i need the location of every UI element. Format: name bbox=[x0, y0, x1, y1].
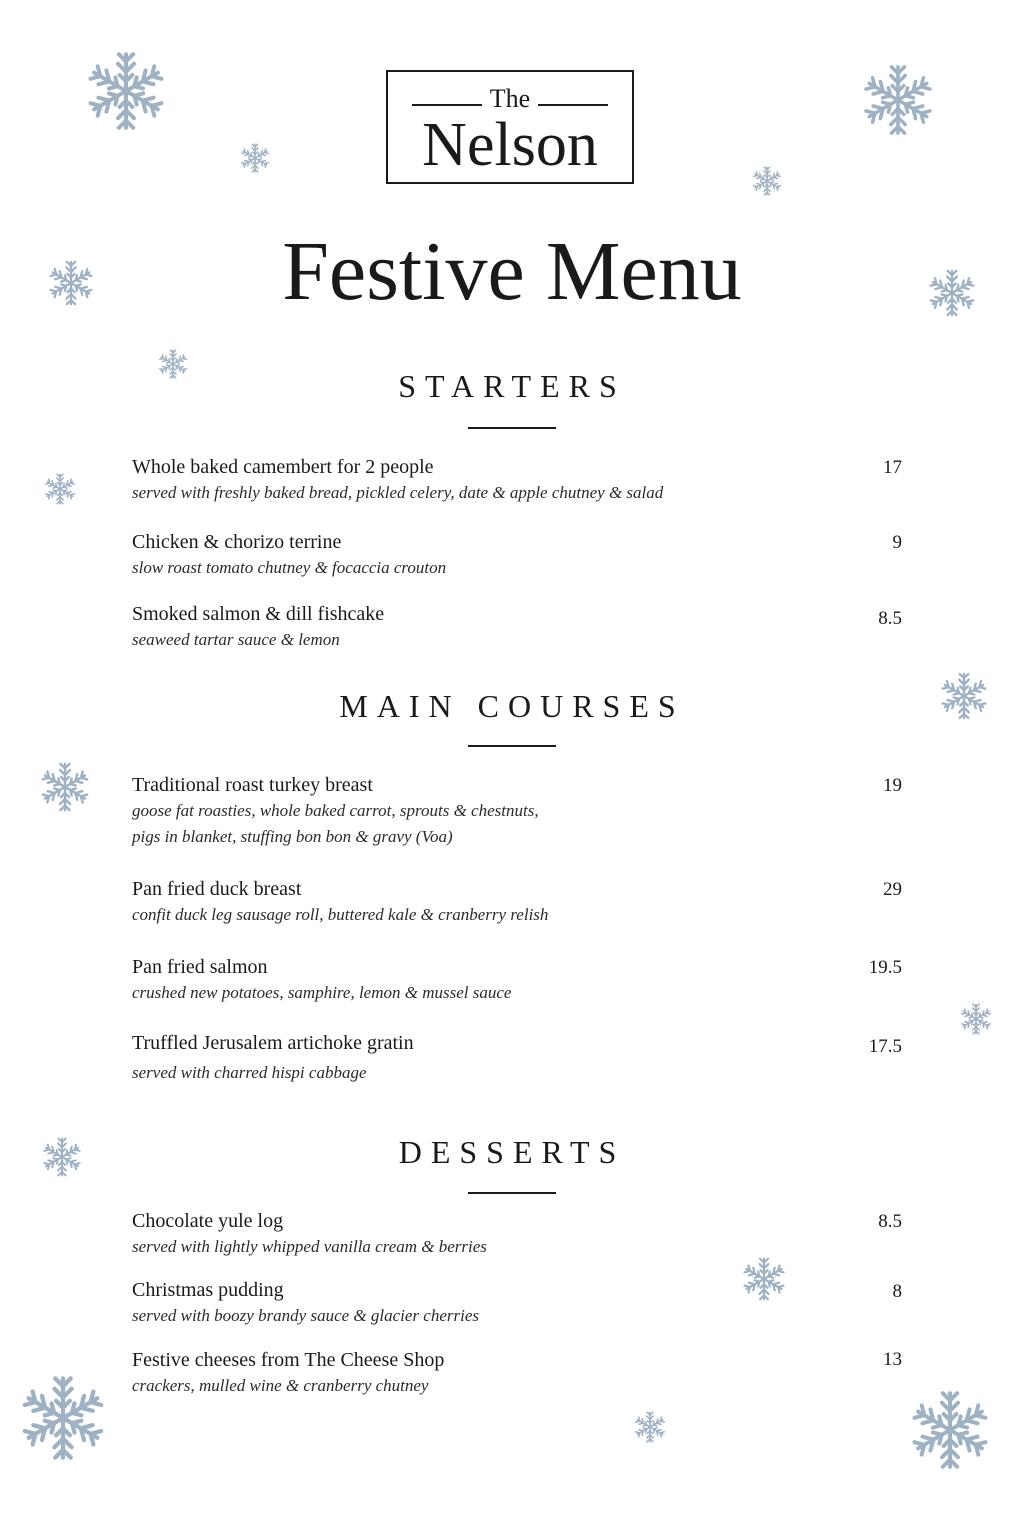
item-description: confit duck leg sausage roll, buttered kale & cranberry relish bbox=[132, 905, 549, 924]
item-name: Pan fried salmon bbox=[132, 956, 268, 978]
item-name: Christmas pudding bbox=[132, 1279, 284, 1301]
item-description: slow roast tomato chutney & focaccia crouton bbox=[132, 558, 447, 577]
item-price: 19 bbox=[883, 775, 902, 796]
brand-name: Nelson bbox=[422, 111, 598, 179]
menu-item bbox=[132, 1277, 912, 1329]
snowflake-icon bbox=[240, 143, 270, 173]
item-price: 9 bbox=[892, 532, 902, 553]
section-divider bbox=[468, 1192, 556, 1194]
menu-item bbox=[132, 454, 912, 506]
menu-item bbox=[132, 1030, 912, 1086]
item-name: Chocolate yule log bbox=[132, 1210, 284, 1232]
item-name: Festive cheeses from The Cheese Shop bbox=[132, 1349, 445, 1371]
item-name: Pan fried duck breast bbox=[132, 878, 302, 900]
item-description: goose fat roasties, whole baked carrot, sprouts & chestnuts, pigs in blanket, stuffing bon bon & gravy (Voa) bbox=[132, 801, 539, 846]
menu-item bbox=[132, 954, 912, 1006]
item-price: 17.5 bbox=[868, 1036, 902, 1057]
item-price: 17 bbox=[883, 457, 902, 478]
section-heading-starters: STARTERS bbox=[398, 368, 626, 404]
item-price: 8.5 bbox=[878, 1211, 902, 1232]
item-description: served with boozy brandy sauce & glacier cherries bbox=[132, 1306, 480, 1325]
item-description: crackers, mulled wine & cranberry chutney bbox=[132, 1376, 429, 1395]
snowflake-icon bbox=[86, 48, 166, 134]
section-divider bbox=[468, 427, 556, 429]
snowflake-icon bbox=[910, 1388, 990, 1472]
item-description: crushed new potatoes, samphire, lemon & mussel sauce bbox=[132, 983, 512, 1002]
brand-the: The bbox=[388, 84, 632, 114]
brand-logo bbox=[386, 70, 634, 184]
section-heading-desserts: DESSERTS bbox=[398, 1134, 626, 1170]
snowflake-icon bbox=[752, 165, 782, 197]
snowflake-icon bbox=[960, 1002, 992, 1036]
menu-item bbox=[132, 1347, 912, 1399]
item-description: served with lightly whipped vanilla cream & berries bbox=[132, 1237, 487, 1256]
menu-item bbox=[132, 772, 912, 850]
item-description: served with charred hispi cabbage bbox=[132, 1063, 367, 1082]
menu-item bbox=[132, 529, 912, 581]
snowflake-icon bbox=[40, 760, 90, 814]
snowflake-icon bbox=[20, 1372, 106, 1464]
item-name: Chicken & chorizo terrine bbox=[132, 531, 342, 553]
menu-item bbox=[132, 876, 912, 928]
item-description: seaweed tartar sauce & lemon bbox=[132, 630, 340, 649]
item-description: served with freshly baked bread, pickled celery, date & apple chutney & salad bbox=[132, 483, 664, 502]
item-price: 13 bbox=[883, 1349, 902, 1370]
menu-item bbox=[132, 1208, 912, 1260]
item-name: Smoked salmon & dill fishcake bbox=[132, 603, 385, 625]
menu-item bbox=[132, 601, 912, 653]
snowflake-icon bbox=[634, 1410, 666, 1444]
snowflake-icon bbox=[862, 60, 934, 140]
item-price: 8 bbox=[892, 1281, 902, 1302]
snowflake-icon bbox=[44, 472, 76, 506]
item-name: Truffled Jerusalem artichoke gratin bbox=[132, 1032, 414, 1054]
item-price: 29 bbox=[883, 879, 902, 900]
item-name: Traditional roast turkey breast bbox=[132, 774, 373, 796]
item-price: 8.5 bbox=[878, 608, 902, 629]
page-title: Festive Menu bbox=[282, 225, 742, 318]
item-price: 19.5 bbox=[868, 957, 902, 978]
section-heading-mains: MAIN COURSES bbox=[339, 688, 685, 724]
item-name: Whole baked camembert for 2 people bbox=[132, 456, 434, 478]
section-divider bbox=[468, 745, 556, 747]
